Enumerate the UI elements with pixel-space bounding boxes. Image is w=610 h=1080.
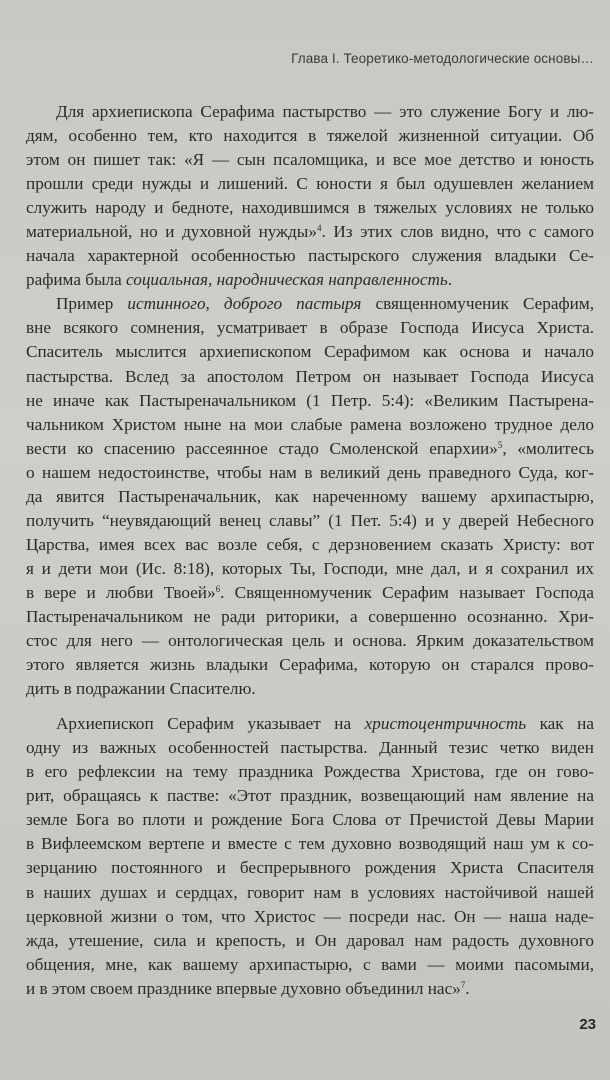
- text-run: вне всякого сомнения, усматривает в образе Господа Иисуса Христа.: [26, 318, 594, 338]
- text-line: [26, 629, 594, 653]
- text-line: [26, 389, 594, 413]
- text-run: в его рефлексии на тему праздника Рождества Христова, где он гово-: [26, 762, 594, 782]
- text-line: [26, 953, 594, 977]
- paragraph-gap: [26, 701, 594, 712]
- text-run: в наших душах и сердцах, говорит нам в условиях настойчивой нашей: [26, 882, 594, 902]
- text-line: [26, 437, 594, 461]
- text-run: как на: [526, 714, 594, 734]
- text-line: [26, 832, 594, 856]
- text-run: в вере и любви Твоей»: [26, 582, 216, 602]
- text-line: [26, 784, 594, 808]
- text-run: начала характерной особенностью пастырского служения владыки Се-: [26, 246, 594, 266]
- text-line: [26, 244, 594, 268]
- text-run: зерцанию постоянного и беспрерывного рождения Христа Спасителя: [26, 858, 594, 878]
- text-run: о нашем недостоинстве, чтобы нам в великий день праведного Суда, ког-: [26, 462, 594, 482]
- text-run: земле Бога во плоти и рождение Бога Слова от Пречистой Девы Марии: [26, 810, 594, 830]
- text-line: [26, 760, 594, 784]
- text-run: рафима была: [26, 270, 127, 290]
- text-run: Пример: [56, 294, 128, 314]
- text-line: [26, 461, 594, 485]
- text-line: [26, 905, 594, 929]
- text-line: [26, 196, 594, 220]
- text-line: [26, 808, 594, 832]
- text-line: [26, 124, 594, 148]
- footnote-ref: 4: [316, 223, 322, 234]
- body-text: [26, 100, 594, 1001]
- text-run: да явится Пастыреначальник, как нареченному вашему архипастырю,: [26, 486, 594, 506]
- text-run: дить в подражании Спасителю.: [26, 679, 256, 699]
- text-line: [26, 581, 594, 605]
- paragraph: [26, 712, 594, 1001]
- text-run: общения, мне, как вашему архипастырю, с вами — моими пасомыми,: [26, 954, 594, 974]
- italic-run: христоцентричность: [364, 714, 527, 734]
- text-line: [26, 509, 594, 533]
- text-run: . Из этих слов видно, что с самого: [321, 222, 595, 242]
- text-line: [26, 677, 594, 701]
- text-run: .: [447, 270, 452, 290]
- text-line: [26, 736, 594, 760]
- text-run: . Священномученик Серафим называет Господа: [220, 582, 594, 602]
- text-run: в Вифлеемском вертепе и вместе с тем духовно возводящий наш ум к со-: [26, 834, 594, 854]
- text-run: получить “неувядающий венец славы” (1 Пет. 5:4) и у дверей Небесного: [26, 510, 594, 530]
- text-line: [26, 712, 594, 736]
- text-run: церковной жизни о том, что Христос — посреди нас. Он — наша наде-: [26, 906, 594, 926]
- footnote-ref: 7: [460, 979, 466, 990]
- text-run: жда, утешение, сила и крепость, и Он даровал нам радость духовного: [26, 930, 594, 950]
- text-line: [26, 977, 594, 1001]
- text-run: рит, обращаясь к пастве: «Этот праздник, возвещающий нам явление на: [26, 786, 594, 806]
- text-run: я и дети мои (Ис. 8:18), которых Ты, Господи, мне дал, и я сохранил их: [26, 558, 594, 578]
- text-run: Пастыреначальником не ради риторики, а совершенно осознанно. Хри-: [26, 606, 594, 626]
- running-head: Глава I. Теоретико-методологические основы…: [291, 51, 594, 66]
- text-line: [26, 485, 594, 509]
- text-line: [26, 856, 594, 880]
- text-run: служить народу и бедноте, находившимся в тяжелых условиях не только: [26, 198, 594, 218]
- text-run: вести ко спасению рассеянное стадо Смоленской епархии»: [26, 438, 498, 458]
- page-number: 23: [579, 1016, 596, 1033]
- text-run: , «молитесь: [502, 438, 594, 458]
- text-line: [26, 292, 594, 316]
- text-line: [26, 220, 594, 244]
- italic-run: истинного, доброго пастыря: [127, 294, 362, 314]
- text-run: Для архиепископа Серафима пастырство — это служение Богу и лю-: [56, 102, 594, 121]
- text-line: [26, 533, 594, 557]
- text-line: [26, 340, 594, 364]
- text-line: [26, 148, 594, 172]
- text-run: не иначе как Пастыреначальником (1 Петр. 5:4): «Великим Пастырена-: [26, 390, 594, 410]
- text-line: [26, 881, 594, 905]
- text-line: [26, 557, 594, 581]
- footnote-ref: 6: [215, 583, 221, 594]
- text-run: чальником Христом ныне на мои слабые рамена возложено трудное дело: [26, 414, 594, 434]
- text-run: этом он пишет так: «Я — сын псаломщика, и все мое детство и юность: [26, 150, 594, 170]
- text-run: Царства, имея всех вас возле себя, с дерзновением сказать Христу: вот: [26, 534, 594, 554]
- text-line: [26, 929, 594, 953]
- text-line: [26, 100, 594, 124]
- text-run: прошли среди нужды и лишений. С юности я был одушевлен желанием: [26, 174, 594, 194]
- paragraph: [26, 292, 594, 701]
- italic-run: социальная, народническая направленность: [126, 270, 448, 290]
- text-run: стос для него — онтологическая цель и основа. Ярким доказательством: [26, 631, 594, 651]
- text-run: материальной, но и духовной нужды»: [26, 222, 317, 242]
- text-run: Спаситель мыслится архиепископом Серафимом как основа и начало: [26, 342, 594, 362]
- paragraph: [26, 100, 594, 292]
- text-run: одну из важных особенностей пастырства. Данный тезис четко виден: [26, 738, 594, 758]
- text-run: .: [465, 978, 470, 998]
- text-run: дям, особенно тем, кто находится в тяжелой жизненной ситуации. Об: [26, 126, 594, 146]
- text-run: этого является жизнь владыки Серафима, которую он старался прово-: [26, 655, 594, 675]
- text-line: [26, 365, 594, 389]
- text-line: [26, 605, 594, 629]
- text-line: [26, 653, 594, 677]
- text-run: пастырства. Вслед за апостолом Петром он называет Господа Иисуса: [26, 366, 594, 386]
- text-line: [26, 172, 594, 196]
- text-run: и в этом своем празднике впервые духовно объединил нас»: [26, 978, 461, 998]
- footnote-ref: 5: [497, 439, 503, 450]
- text-line: [26, 316, 594, 340]
- text-line: [26, 268, 594, 292]
- text-run: Архиепископ Серафим указывает на: [56, 714, 365, 734]
- text-line: [26, 413, 594, 437]
- text-run: священномученик Серафим,: [361, 294, 594, 314]
